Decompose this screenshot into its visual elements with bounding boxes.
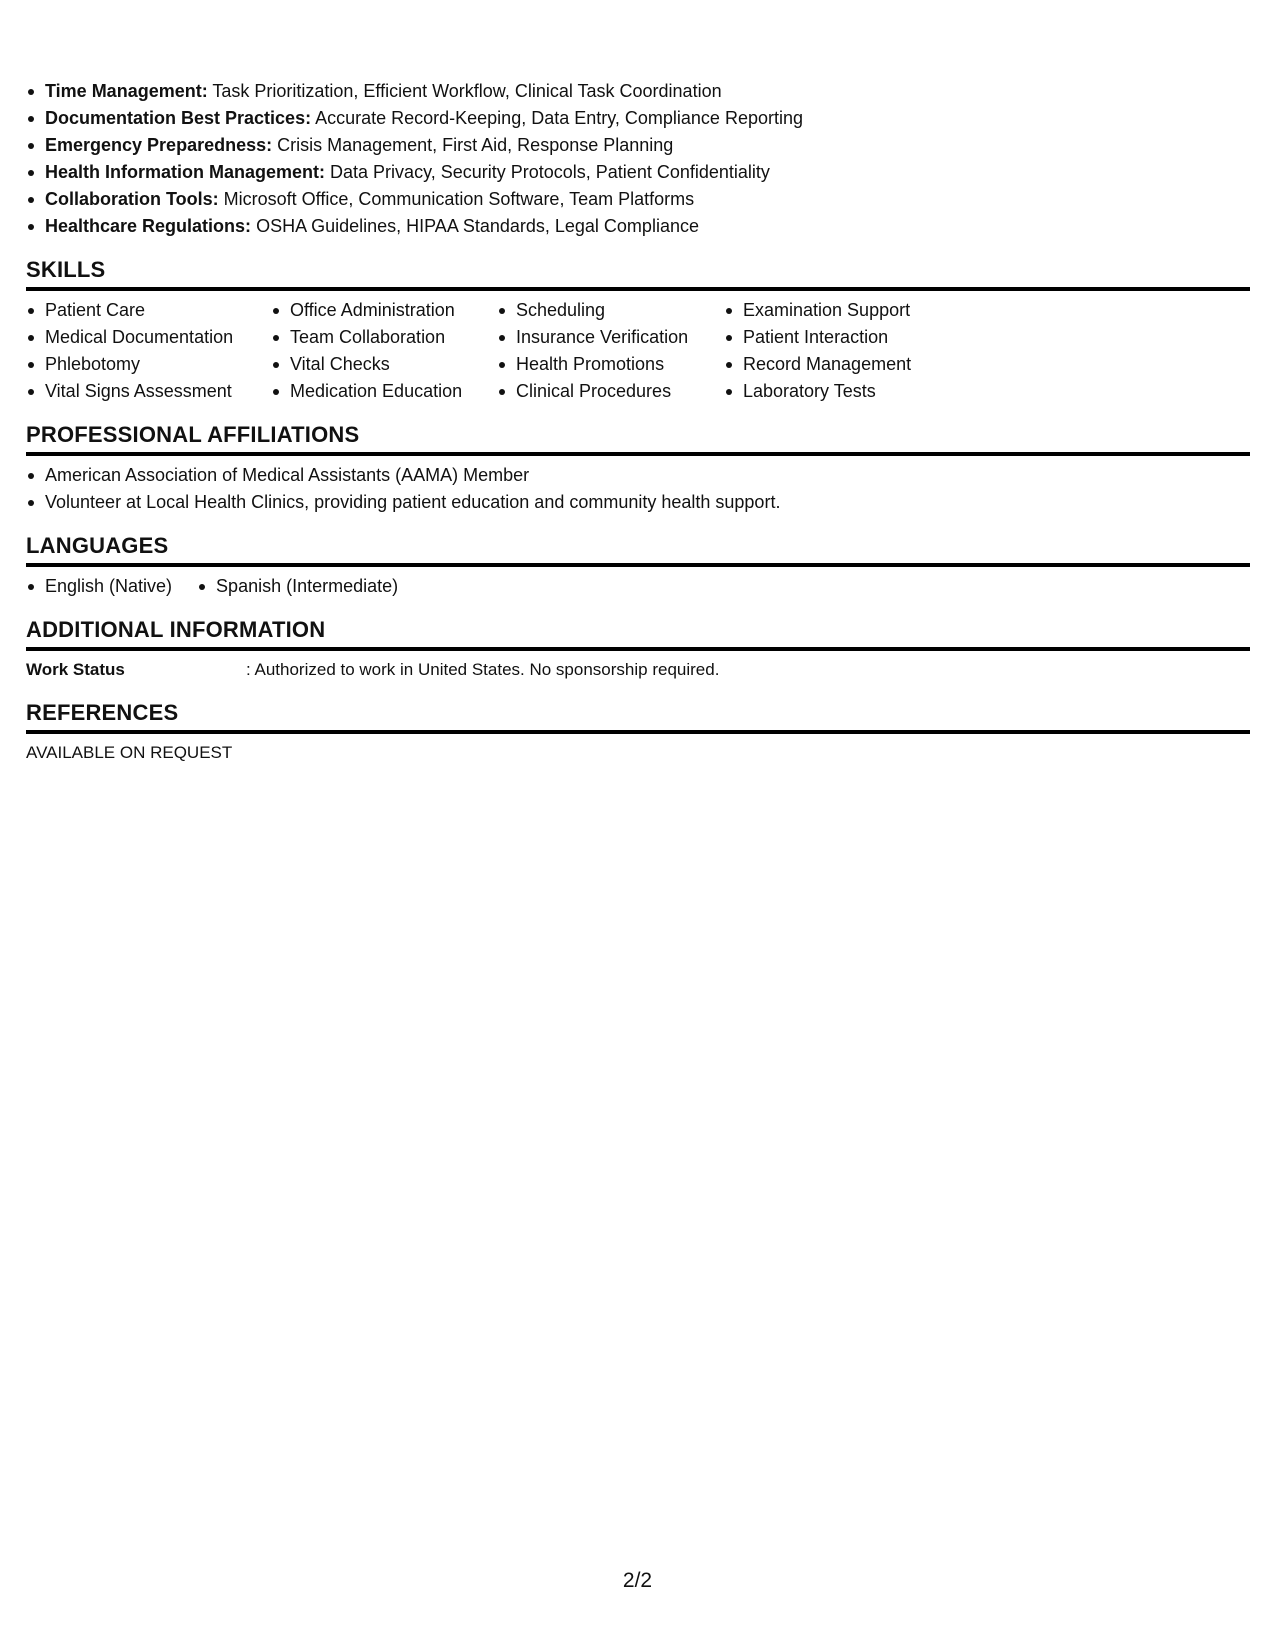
skills-column [497,297,724,405]
competency-text: Accurate Record-Keeping, Data Entry, Compliance Reporting [311,108,803,128]
skills-grid [26,297,1250,405]
skill-item: Medical Documentation [26,324,271,351]
skill-item: Record Management [724,351,944,378]
list-item [26,132,1250,159]
list-item [26,78,1250,105]
references-section [26,699,1250,766]
skills-section [26,256,1250,405]
competencies-list [26,78,1250,240]
additional-info-heading: ADDITIONAL INFORMATION [26,616,1250,651]
skill-item: Insurance Verification [497,324,724,351]
skill-item: Vital Signs Assessment [26,378,271,405]
competency-text: Microsoft Office, Communication Software, Team Platforms [218,189,695,209]
competency-label: Collaboration Tools: [45,189,219,209]
competency-label: Emergency Preparedness: [45,135,273,155]
additional-info-section [26,616,1250,683]
language-item: English (Native) [26,573,172,600]
list-item [26,213,1250,240]
skills-column [271,297,497,405]
languages-section [26,532,1250,600]
skill-item: Health Promotions [497,351,724,378]
affiliation-item: American Association of Medical Assistants (AAMA) Member [26,462,1250,489]
list-item [26,105,1250,132]
skill-item: Vital Checks [271,351,497,378]
competency-text: Data Privacy, Security Protocols, Patient Confidentiality [325,162,770,182]
skills-column [724,297,944,405]
competency-text: Task Prioritization, Efficient Workflow, Clinical Task Coordination [207,81,722,101]
work-status-value: : Authorized to work in United States. No sponsorship required. [246,660,720,679]
references-text: AVAILABLE ON REQUEST [26,743,233,762]
skill-item: Phlebotomy [26,351,271,378]
skill-item: Patient Care [26,297,271,324]
page-number: 2/2 [622,1569,653,1592]
work-status-label: Work Status [26,660,125,679]
affiliations-section [26,421,1250,516]
skill-item: Examination Support [724,297,944,324]
languages-heading: LANGUAGES [26,532,1250,567]
skill-item: Laboratory Tests [724,378,944,405]
list-item [26,159,1250,186]
references-heading: REFERENCES [26,699,1250,734]
skill-item: Scheduling [497,297,724,324]
skill-item: Team Collaboration [271,324,497,351]
skills-column [26,297,271,405]
resume-page [26,78,1250,766]
competency-label: Healthcare Regulations: [45,216,252,236]
skill-item: Patient Interaction [724,324,944,351]
skills-heading: SKILLS [26,256,1250,291]
affiliation-item: Volunteer at Local Health Clinics, providing patient education and community health support. [26,489,1250,516]
language-item: Spanish (Intermediate) [197,573,398,600]
work-status-row [26,657,1250,683]
affiliations-heading: PROFESSIONAL AFFILIATIONS [26,421,1250,456]
languages-list [26,573,1250,600]
competency-label: Health Information Management: [45,162,326,182]
competency-text: OSHA Guidelines, HIPAA Standards, Legal Compliance [251,216,699,236]
skill-item: Clinical Procedures [497,378,724,405]
competency-label: Time Management: [45,81,208,101]
list-item [26,186,1250,213]
affiliations-list [26,462,1250,516]
skill-item: Medication Education [271,378,497,405]
skill-item: Office Administration [271,297,497,324]
competency-text: Crisis Management, First Aid, Response Planning [272,135,674,155]
competency-label: Documentation Best Practices: [45,108,312,128]
